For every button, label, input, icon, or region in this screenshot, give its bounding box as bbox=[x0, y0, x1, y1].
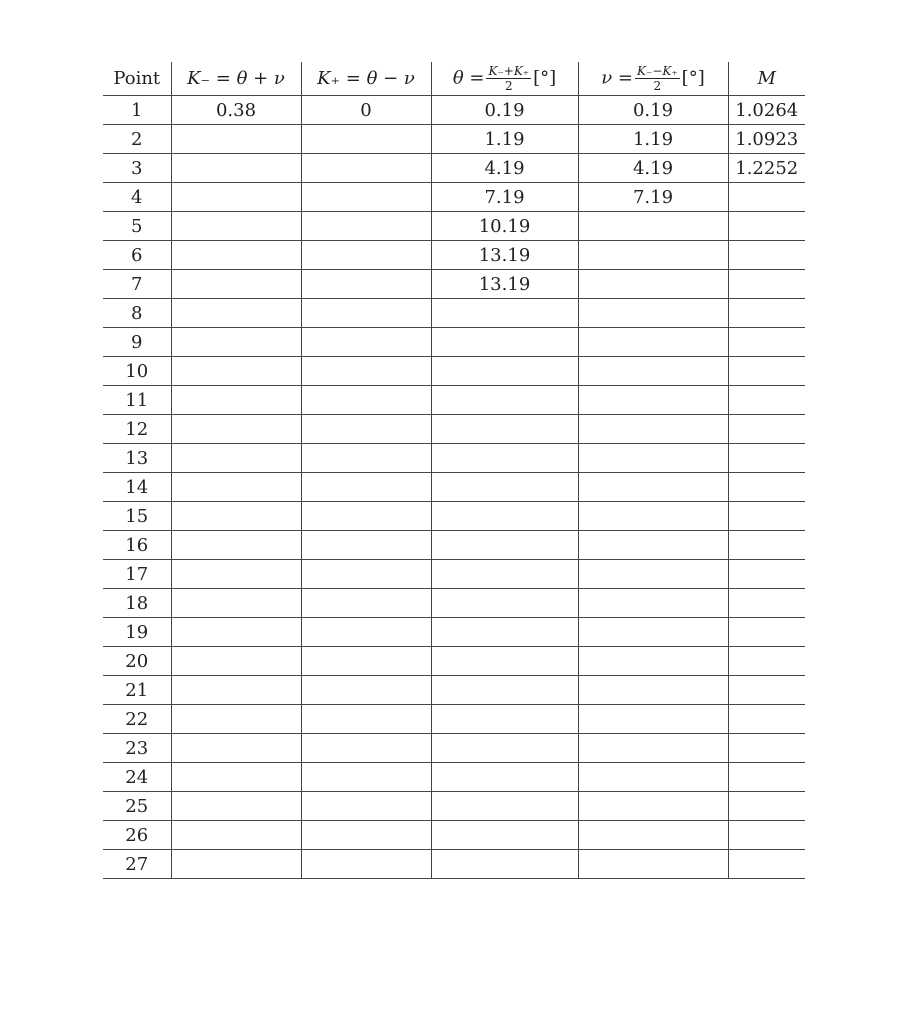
cell-mach: 1.2252 bbox=[728, 154, 805, 183]
nu-unit: [°] bbox=[681, 67, 705, 89]
k-minus-symbol: K₋ bbox=[187, 68, 211, 89]
cell-k-minus bbox=[171, 792, 301, 821]
theta-lhs: θ = bbox=[452, 67, 485, 89]
cell-k-plus: 0 bbox=[301, 96, 431, 125]
header-k-plus bbox=[301, 62, 431, 96]
cell-nu bbox=[578, 850, 728, 879]
cell-theta bbox=[431, 328, 578, 357]
cell-nu bbox=[578, 792, 728, 821]
cell-nu bbox=[578, 270, 728, 299]
cell-nu bbox=[578, 531, 728, 560]
cell-nu bbox=[578, 676, 728, 705]
cell-theta: 7.19 bbox=[431, 183, 578, 212]
cell-k-plus bbox=[301, 299, 431, 328]
cell-mach: 1.0923 bbox=[728, 125, 805, 154]
cell-mach bbox=[728, 357, 805, 386]
cell-mach bbox=[728, 560, 805, 589]
cell-theta bbox=[431, 386, 578, 415]
cell-k-minus: 0.38 bbox=[171, 96, 301, 125]
cell-point: 4 bbox=[103, 183, 171, 212]
table-row bbox=[103, 502, 805, 531]
nu-denominator: 2 bbox=[653, 79, 662, 93]
cell-k-plus bbox=[301, 212, 431, 241]
cell-mach bbox=[728, 212, 805, 241]
header-point-label: Point bbox=[113, 68, 161, 89]
cell-point: 11 bbox=[103, 386, 171, 415]
cell-k-plus bbox=[301, 821, 431, 850]
cell-point: 19 bbox=[103, 618, 171, 647]
cell-nu bbox=[578, 444, 728, 473]
header-mach bbox=[728, 62, 805, 96]
header-theta bbox=[431, 62, 578, 96]
k-plus-symbol: K₊ bbox=[317, 68, 341, 89]
cell-nu: 0.19 bbox=[578, 96, 728, 125]
cell-k-plus bbox=[301, 444, 431, 473]
cell-point: 3 bbox=[103, 154, 171, 183]
cell-k-minus bbox=[171, 328, 301, 357]
cell-nu: 4.19 bbox=[578, 154, 728, 183]
table-row bbox=[103, 589, 805, 618]
cell-theta bbox=[431, 357, 578, 386]
cell-k-plus bbox=[301, 676, 431, 705]
mach-symbol: M bbox=[757, 68, 776, 89]
cell-mach bbox=[728, 299, 805, 328]
cell-nu bbox=[578, 647, 728, 676]
cell-theta bbox=[431, 444, 578, 473]
cell-mach bbox=[728, 618, 805, 647]
cell-theta bbox=[431, 647, 578, 676]
nu-fraction bbox=[635, 65, 680, 92]
table-row bbox=[103, 473, 805, 502]
table-row bbox=[103, 705, 805, 734]
header-nu bbox=[578, 62, 728, 96]
table-row bbox=[103, 444, 805, 473]
cell-k-minus bbox=[171, 618, 301, 647]
cell-k-plus bbox=[301, 734, 431, 763]
table-row bbox=[103, 415, 805, 444]
cell-mach bbox=[728, 763, 805, 792]
table-row bbox=[103, 531, 805, 560]
cell-mach bbox=[728, 241, 805, 270]
cell-nu bbox=[578, 560, 728, 589]
cell-theta bbox=[431, 792, 578, 821]
cell-k-plus bbox=[301, 792, 431, 821]
cell-point: 12 bbox=[103, 415, 171, 444]
cell-point: 20 bbox=[103, 647, 171, 676]
cell-k-plus bbox=[301, 154, 431, 183]
cell-theta bbox=[431, 821, 578, 850]
cell-mach bbox=[728, 502, 805, 531]
table-row bbox=[103, 792, 805, 821]
table-header bbox=[103, 62, 805, 96]
table-row bbox=[103, 763, 805, 792]
table-row bbox=[103, 299, 805, 328]
cell-point: 27 bbox=[103, 850, 171, 879]
cell-mach bbox=[728, 821, 805, 850]
cell-k-minus bbox=[171, 589, 301, 618]
cell-point: 13 bbox=[103, 444, 171, 473]
cell-k-minus bbox=[171, 734, 301, 763]
cell-theta bbox=[431, 763, 578, 792]
table-row bbox=[103, 183, 805, 212]
table-row bbox=[103, 850, 805, 879]
cell-theta bbox=[431, 589, 578, 618]
cell-mach bbox=[728, 792, 805, 821]
cell-point: 7 bbox=[103, 270, 171, 299]
cell-nu bbox=[578, 473, 728, 502]
cell-k-minus bbox=[171, 560, 301, 589]
cell-nu bbox=[578, 589, 728, 618]
cell-theta: 4.19 bbox=[431, 154, 578, 183]
cell-k-plus bbox=[301, 850, 431, 879]
table-row bbox=[103, 357, 805, 386]
cell-k-plus bbox=[301, 415, 431, 444]
cell-point: 17 bbox=[103, 560, 171, 589]
cell-k-plus bbox=[301, 618, 431, 647]
k-minus-definition: = θ + ν bbox=[210, 68, 285, 89]
cell-k-minus bbox=[171, 415, 301, 444]
cell-mach bbox=[728, 386, 805, 415]
cell-theta bbox=[431, 415, 578, 444]
header-point bbox=[103, 62, 171, 96]
cell-k-minus bbox=[171, 154, 301, 183]
theta-fraction bbox=[486, 65, 531, 92]
cell-k-plus bbox=[301, 125, 431, 154]
table-row bbox=[103, 125, 805, 154]
theta-numerator: K₋+K₊ bbox=[488, 64, 530, 78]
cell-theta bbox=[431, 618, 578, 647]
cell-mach bbox=[728, 676, 805, 705]
table-row bbox=[103, 154, 805, 183]
cell-k-minus bbox=[171, 502, 301, 531]
cell-theta: 0.19 bbox=[431, 96, 578, 125]
table-row bbox=[103, 386, 805, 415]
cell-point: 9 bbox=[103, 328, 171, 357]
table-row bbox=[103, 821, 805, 850]
cell-mach bbox=[728, 531, 805, 560]
cell-k-minus bbox=[171, 763, 301, 792]
cell-k-plus bbox=[301, 328, 431, 357]
cell-theta bbox=[431, 560, 578, 589]
cell-k-minus bbox=[171, 821, 301, 850]
cell-k-minus bbox=[171, 850, 301, 879]
cell-mach bbox=[728, 647, 805, 676]
cell-nu bbox=[578, 415, 728, 444]
cell-point: 6 bbox=[103, 241, 171, 270]
cell-point: 25 bbox=[103, 792, 171, 821]
cell-point: 10 bbox=[103, 357, 171, 386]
cell-theta bbox=[431, 676, 578, 705]
cell-mach bbox=[728, 415, 805, 444]
cell-point: 5 bbox=[103, 212, 171, 241]
cell-nu bbox=[578, 299, 728, 328]
cell-k-plus bbox=[301, 386, 431, 415]
cell-theta: 10.19 bbox=[431, 212, 578, 241]
cell-k-plus bbox=[301, 560, 431, 589]
cell-theta: 1.19 bbox=[431, 125, 578, 154]
table-row bbox=[103, 647, 805, 676]
cell-point: 26 bbox=[103, 821, 171, 850]
cell-k-minus bbox=[171, 125, 301, 154]
table-body bbox=[103, 96, 805, 879]
cell-k-plus bbox=[301, 473, 431, 502]
cell-nu bbox=[578, 241, 728, 270]
cell-k-minus bbox=[171, 386, 301, 415]
cell-theta: 13.19 bbox=[431, 241, 578, 270]
cell-k-minus bbox=[171, 241, 301, 270]
table-row bbox=[103, 618, 805, 647]
cell-nu bbox=[578, 502, 728, 531]
cell-mach bbox=[728, 444, 805, 473]
cell-theta bbox=[431, 531, 578, 560]
cell-mach bbox=[728, 328, 805, 357]
nu-numerator: K₋−K₊ bbox=[637, 64, 678, 78]
table-row bbox=[103, 241, 805, 270]
cell-point: 16 bbox=[103, 531, 171, 560]
table-row bbox=[103, 676, 805, 705]
table-row bbox=[103, 328, 805, 357]
header-row bbox=[103, 62, 805, 96]
cell-k-plus bbox=[301, 270, 431, 299]
cell-k-plus bbox=[301, 589, 431, 618]
theta-unit: [°] bbox=[533, 67, 557, 89]
cell-nu bbox=[578, 328, 728, 357]
cell-point: 22 bbox=[103, 705, 171, 734]
cell-k-minus bbox=[171, 270, 301, 299]
cell-theta: 13.19 bbox=[431, 270, 578, 299]
cell-point: 21 bbox=[103, 676, 171, 705]
cell-theta bbox=[431, 705, 578, 734]
cell-nu: 7.19 bbox=[578, 183, 728, 212]
cell-point: 14 bbox=[103, 473, 171, 502]
cell-mach bbox=[728, 705, 805, 734]
cell-mach bbox=[728, 589, 805, 618]
theta-denominator: 2 bbox=[504, 79, 513, 93]
cell-nu bbox=[578, 386, 728, 415]
cell-k-plus bbox=[301, 357, 431, 386]
cell-nu bbox=[578, 618, 728, 647]
cell-point: 8 bbox=[103, 299, 171, 328]
cell-mach: 1.0264 bbox=[728, 96, 805, 125]
cell-k-plus bbox=[301, 241, 431, 270]
cell-nu bbox=[578, 212, 728, 241]
cell-k-minus bbox=[171, 647, 301, 676]
cell-k-plus bbox=[301, 183, 431, 212]
cell-mach bbox=[728, 850, 805, 879]
cell-nu bbox=[578, 734, 728, 763]
cell-k-minus bbox=[171, 705, 301, 734]
cell-k-plus bbox=[301, 647, 431, 676]
table-row bbox=[103, 270, 805, 299]
cell-k-minus bbox=[171, 212, 301, 241]
cell-nu bbox=[578, 763, 728, 792]
table-row bbox=[103, 734, 805, 763]
cell-k-minus bbox=[171, 531, 301, 560]
cell-k-plus bbox=[301, 763, 431, 792]
cell-k-minus bbox=[171, 357, 301, 386]
cell-theta bbox=[431, 734, 578, 763]
cell-mach bbox=[728, 473, 805, 502]
cell-theta bbox=[431, 850, 578, 879]
cell-k-minus bbox=[171, 183, 301, 212]
cell-mach bbox=[728, 183, 805, 212]
cell-theta bbox=[431, 502, 578, 531]
cell-k-minus bbox=[171, 299, 301, 328]
cell-k-plus bbox=[301, 705, 431, 734]
cell-point: 15 bbox=[103, 502, 171, 531]
cell-k-plus bbox=[301, 502, 431, 531]
cell-k-minus bbox=[171, 444, 301, 473]
k-plus-definition: = θ − ν bbox=[340, 68, 415, 89]
cell-nu bbox=[578, 357, 728, 386]
cell-point: 2 bbox=[103, 125, 171, 154]
header-k-minus bbox=[171, 62, 301, 96]
characteristics-table bbox=[103, 62, 805, 879]
cell-mach bbox=[728, 270, 805, 299]
table-row bbox=[103, 560, 805, 589]
cell-k-minus bbox=[171, 473, 301, 502]
cell-point: 24 bbox=[103, 763, 171, 792]
table-row bbox=[103, 96, 805, 125]
cell-nu: 1.19 bbox=[578, 125, 728, 154]
cell-mach bbox=[728, 734, 805, 763]
cell-nu bbox=[578, 821, 728, 850]
cell-nu bbox=[578, 705, 728, 734]
cell-theta bbox=[431, 473, 578, 502]
nu-lhs: ν = bbox=[601, 67, 634, 89]
cell-point: 1 bbox=[103, 96, 171, 125]
cell-k-minus bbox=[171, 676, 301, 705]
cell-k-plus bbox=[301, 531, 431, 560]
cell-point: 18 bbox=[103, 589, 171, 618]
table-row bbox=[103, 212, 805, 241]
cell-theta bbox=[431, 299, 578, 328]
cell-point: 23 bbox=[103, 734, 171, 763]
